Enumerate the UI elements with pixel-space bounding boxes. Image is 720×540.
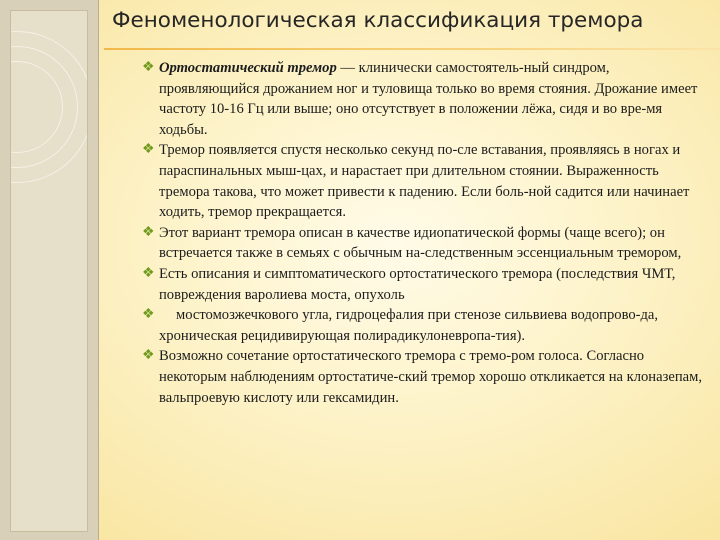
bullet-item [142, 223, 712, 264]
decorative-sidebar [0, 0, 99, 540]
bullet-text: мостомозжечкового угла, гидроцефалия при стенозе сильвиева водопрово-да, хроническая рецидивирующая полирадикулоневропа-тия). [159, 307, 659, 344]
bullet-text: Возможно сочетание ортостатического тремора с тремо-ром голоса. Согласно некоторым наблюдениям ортостатиче-ский тремор хорошо откликается на клоназепам, вальпроевую кислоту или гексамидин. [159, 348, 703, 406]
bullet-text: — клинически самостоятель-ный синдром, проявляющийся дрожанием ног и туловища только во время стояния. Дрожание имеет частоту 10-16 Гц или выше; оно отсутствует в положении лёжа, сидя и во вре-мя ходьбы. [159, 60, 698, 138]
bullet-diamond-icon: ❖ [142, 265, 155, 281]
bullet-item [142, 346, 712, 408]
bullet-diamond-icon: ❖ [142, 348, 155, 364]
bullet-item [142, 305, 712, 346]
bullet-diamond-icon: ❖ [142, 60, 155, 75]
bullet-text: Есть описания и симптоматического ортостатического тремора (последствия ЧМТ, повреждения варолиева моста, опухоль [159, 265, 676, 303]
bullet-item [142, 58, 712, 140]
slide-body [142, 58, 712, 408]
title-underline [104, 48, 720, 50]
bullet-text: Тремор появляется спустя несколько секунд по-сле вставания, проявляясь в ногах и параспинальных мыш-цах, и нарастает при длительном стоянии. Выраженность тремора такова, что может привести к падению. Если боль-ной садится или начинает ходить, тремор прекращается. [159, 142, 690, 221]
bullet-item [142, 140, 712, 222]
bullet-item [142, 264, 712, 305]
term-emphasis: Ортостатический тремор [159, 60, 337, 76]
bullet-diamond-icon: ❖ [142, 142, 155, 158]
bullet-text: Этот вариант тремора описан в качестве идиопатической формы (чаще всего); он встречается также в семьях с обычным на-следственным эссенциальным тремором, [159, 224, 682, 262]
slide-title: Феноменологическая классификация тремора [112, 8, 644, 33]
sidebar-panel [10, 10, 88, 532]
bullet-diamond-icon: ❖ [142, 224, 155, 240]
bullet-diamond-icon: ❖ [142, 307, 155, 323]
